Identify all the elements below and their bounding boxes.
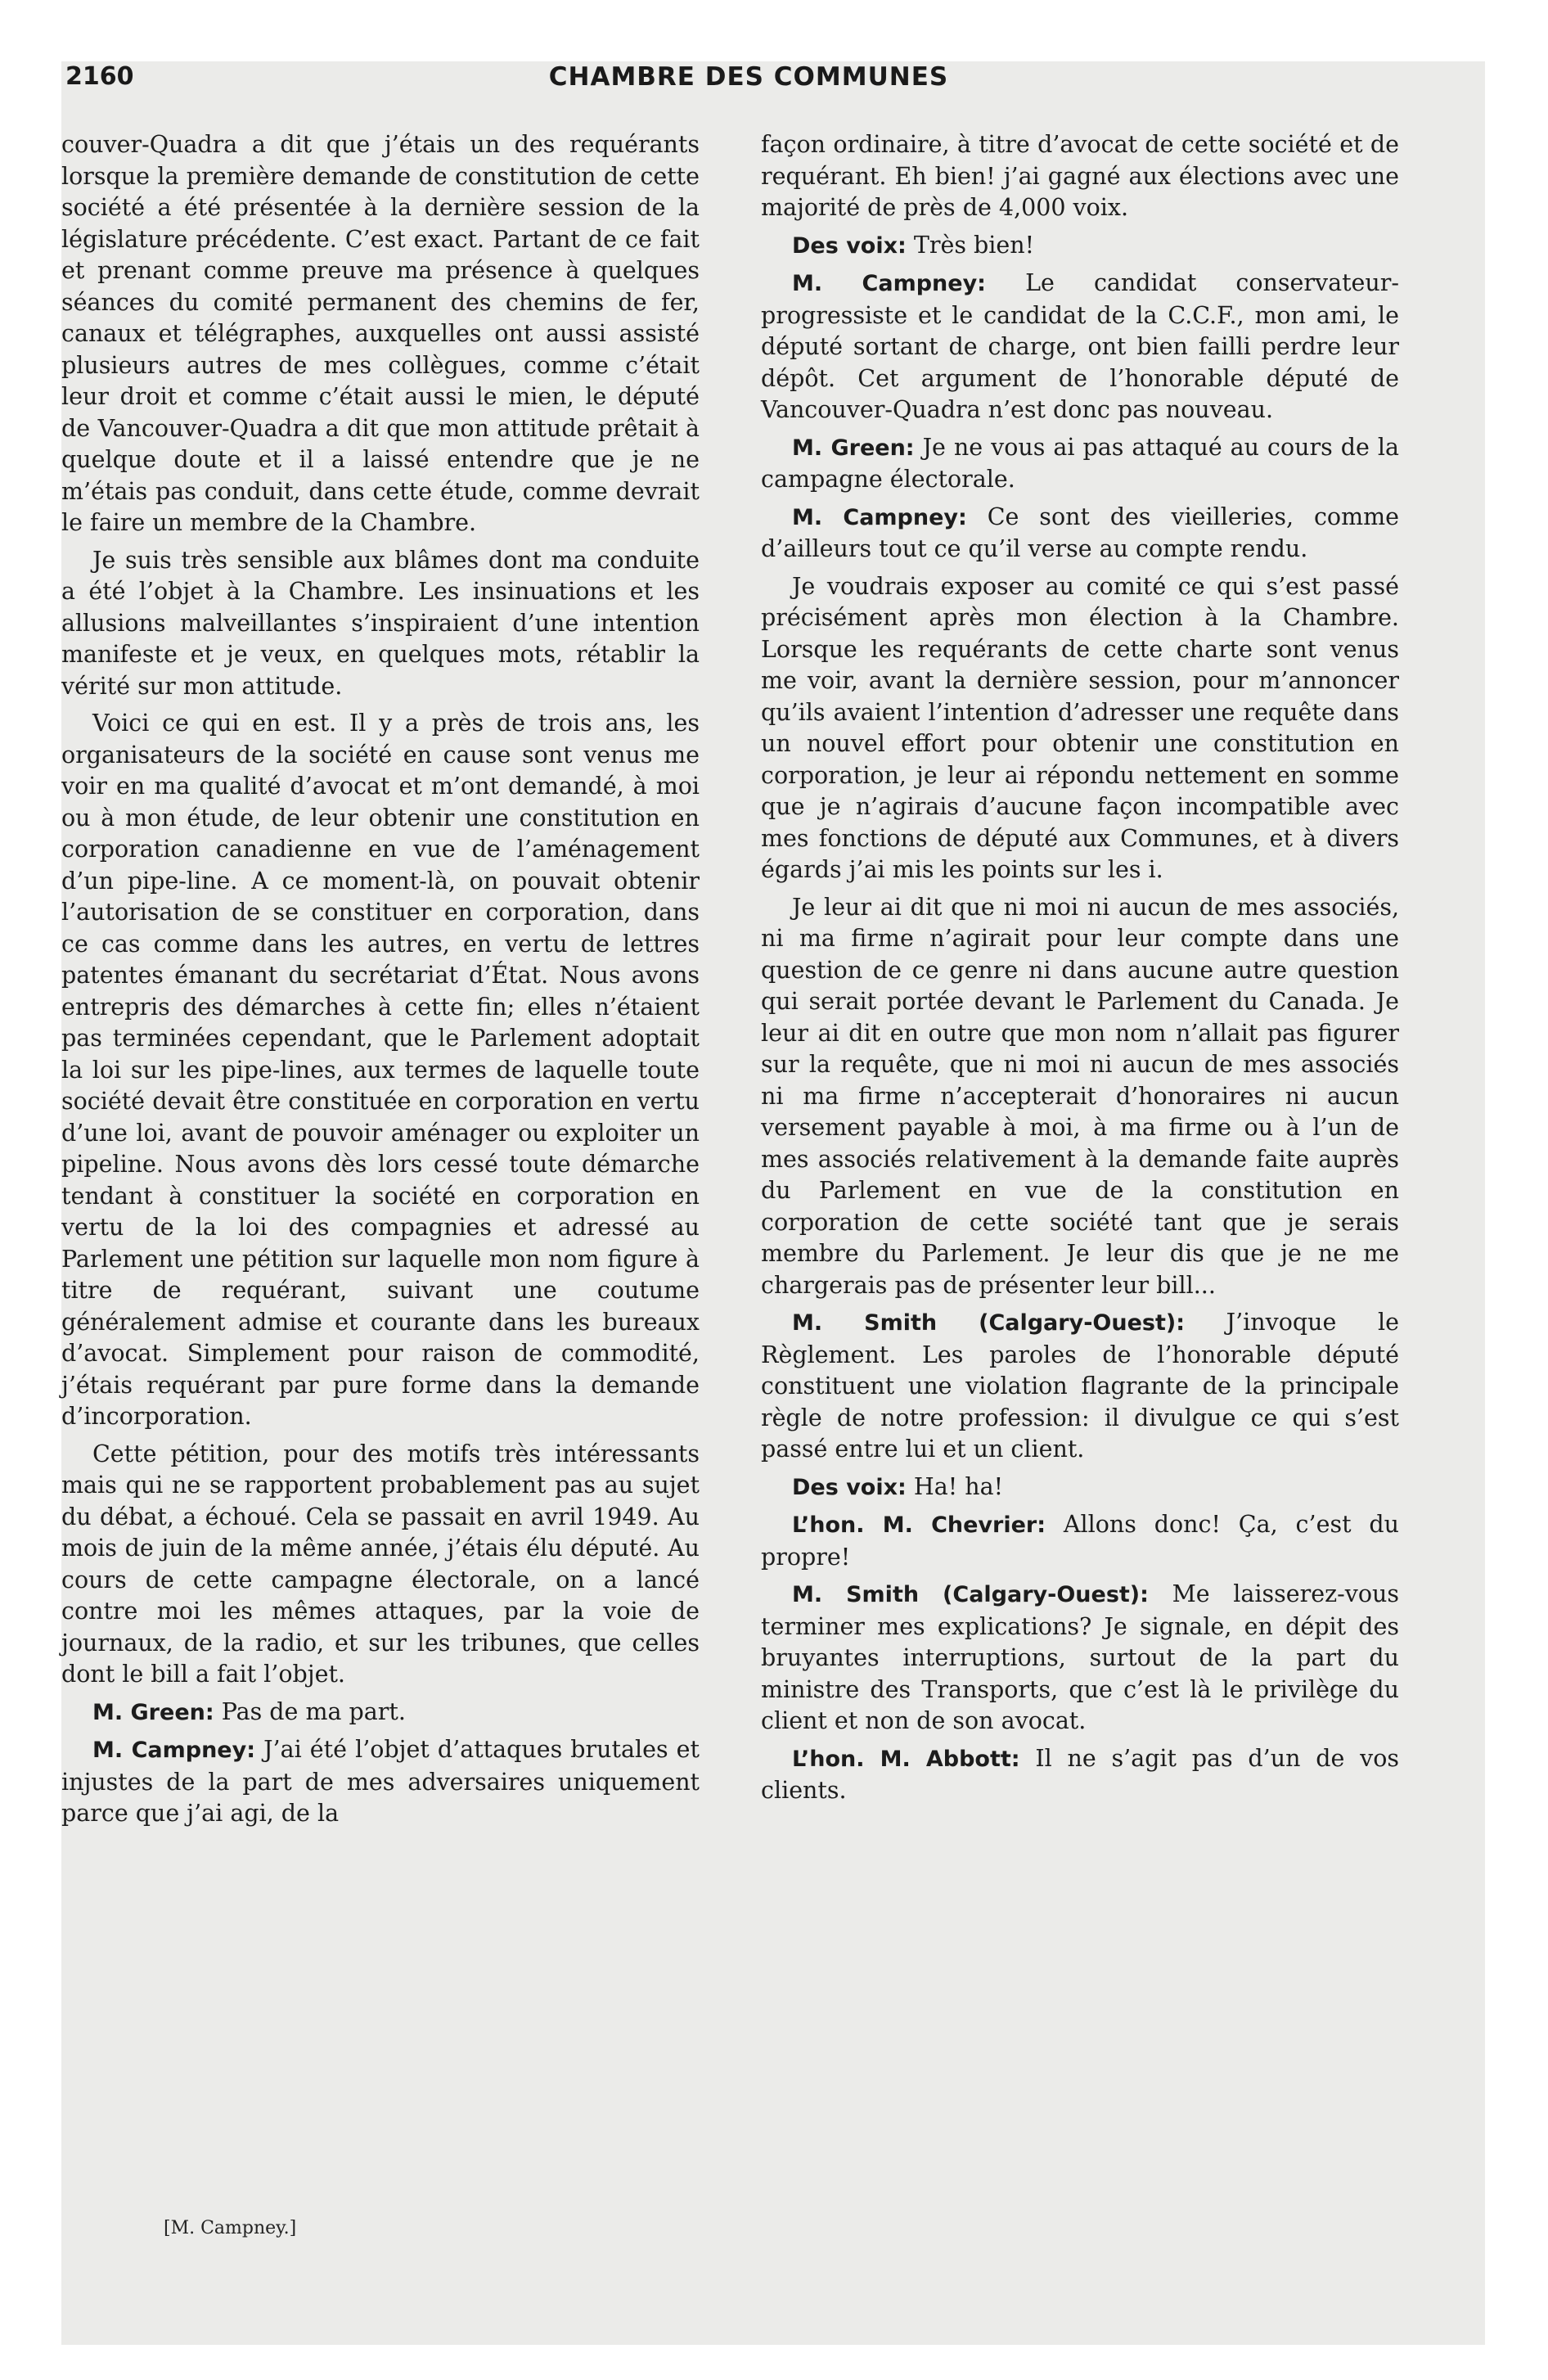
- speech-text: Pas de ma part.: [214, 1697, 406, 1725]
- text-paragraph: Voici ce qui en est. Il y a près de trois ans, les organisateurs de la société en cause sont venus me voir en ma qualité d’avocat et m’ont demandé, à moi ou à mon étude, de leur obtenir une constitution en corporation canadienne en vue de l’aménagement d’un pipe-line. A ce moment-là, on pouvait obtenir l’autorisation de se constituer en corporation, dans ce cas comme dans les autres, en vertu de lettres patentes émanant du secrétariat d’État. Nous avons entrepris des démarches à cette fin; elles n’étaient pas terminées cependant, que le Parlement adoptait la loi sur les pipe-lines, aux termes de laquelle toute société devait être constituée en corporation en vertu d’une loi, avant de pouvoir aménager ou exploiter un pipeline. Nous avons dès lors cessé toute démarche tendant à constituer la société en corporation en vertu de la loi des compagnies et adressé au Parlement une pétition sur laquelle mon nom figure à titre de requérant, suivant une coutume généralement admise et courante dans les bureaux d’avocat. Simplement pour raison de commodité, j’étais requérant par pure forme dans la demande d’incorporation.: [61, 710, 700, 1430]
- speech-text: Me laisserez-vous terminer mes explications? Je signale, en dépit des bruyantes interruptions, surtout de la part du ministre des Transports, que c’est là le privilège du client et non de son avocat.: [761, 1580, 1399, 1734]
- text-paragraph: couver-Quadra a dit que j’étais un des requérants lorsque la première demande de constitution de cette société a été présentée à la dernière session de la législature précédente. C’est exact. Partant de ce fait et prenant comme preuve ma présence à quelques séances du comité permanent des chemins de fer, canaux et télégraphes, auxquelles ont aussi assisté plusieurs autres de mes collègues, comme c’était leur droit et comme c’était aussi le mien, le député de Vancouver-Quadra a dit que mon attitude prêtait à quelque doute et il a laissé entendre que je ne m’étais pas conduit, dans cette étude, comme devrait le faire un membre de la Chambre.: [61, 131, 700, 536]
- speaker-reference-footer: [M. Campney.]: [164, 2218, 297, 2238]
- text-paragraph: façon ordinaire, à titre d’avocat de cette société et de requérant. Eh bien! j’ai gagné aux élections avec une majorité de près de 4,000 voix.: [761, 131, 1399, 221]
- speech-text: Très bien!: [906, 231, 1035, 259]
- speech-text: J’invoque le Règlement. Les paroles de l’honorable député constituent une violation flagrante de la principale règle de notre profession: il divulgue ce qui s’est passé entre lui et un client.: [761, 1309, 1399, 1463]
- text-paragraph: Je voudrais exposer au comité ce qui s’est passé précisément après mon élection à la Chambre. Lorsque les requérants de cette charte sont venus me voir, avant la dernière session, pour m’annoncer qu’ils avaient l’intention d’adresser une requête dans un nouvel effort pour obtenir une constitution en corporation, je leur ai répondu nettement en somme que je n’agirais d’aucune façon incompatible avec mes fonctions de député aux Communes, et à divers égards j’ai mis les points sur les i.: [761, 572, 1399, 883]
- speech-paragraph: [61, 1697, 700, 1729]
- speech-paragraph: [761, 1579, 1399, 1738]
- speech-paragraph: [761, 268, 1399, 426]
- speech-text: Il ne s’agit pas d’un de vos clients.: [761, 1744, 1399, 1804]
- speaker-name: M. Campney:: [792, 504, 967, 530]
- speech-paragraph: [761, 1743, 1399, 1807]
- page-number: 2160: [65, 62, 134, 91]
- page-header: [65, 62, 1432, 103]
- speech-paragraph: [761, 1509, 1399, 1573]
- right-column: [761, 129, 1399, 1813]
- speech-text: Allons donc! Ça, c’est du propre!: [761, 1511, 1400, 1571]
- speech-paragraph: [761, 502, 1399, 566]
- speech-text: Ce sont des vieilleries, comme d’ailleurs tout ce qu’il verse au compte rendu.: [761, 503, 1400, 562]
- speech-paragraph: [761, 1307, 1399, 1466]
- text-paragraph: Je suis très sensible aux blâmes dont ma conduite a été l’objet à la Chambre. Les insinuations et les allusions malveillantes s’inspiraient d’une intention manifeste et je veux, en quelques mots, rétablir la vérité sur mon attitude.: [61, 546, 700, 700]
- speaker-name: M. Smith (Calgary-Ouest):: [792, 1582, 1149, 1607]
- speech-text: Je ne vous ai pas attaqué au cours de la campagne électorale.: [761, 433, 1399, 493]
- speech-paragraph: [761, 432, 1399, 496]
- speaker-name: L’hon. M. Chevrier:: [792, 1512, 1046, 1538]
- running-head: CHAMBRE DES COMMUNES: [548, 62, 949, 92]
- speech-text: J’ai été l’objet d’attaques brutales et injustes de la part de mes adversaires uniquement parce que j’ai agi, de la: [61, 1736, 700, 1827]
- speaker-name: M. Green:: [92, 1699, 214, 1725]
- text-paragraph: Je leur ai dit que ni moi ni aucun de mes associés, ni ma firme n’agirait pour leur compte dans une question de ce genre ni dans aucune autre question qui serait portée devant le Parlement du Canada. Je leur ai dit en outre que mon nom n’allait pas figurer sur la requête, que ni moi ni aucun de mes associés ni ma firme n’accepterait d’honoraires ni aucun versement payable à moi, à ma firme ou à l’un de mes associés relativement à la demande faite auprès du Parlement en vue de la constitution en corporation de cette société tant que je serais membre du Parlement. Je leur dis que je ne me chargerais pas de présenter leur bill...: [761, 893, 1399, 1299]
- speaker-name: M. Campney:: [92, 1738, 255, 1763]
- left-column: [61, 129, 700, 1836]
- speech-paragraph: [761, 230, 1399, 263]
- speaker-name: M. Smith (Calgary-Ouest):: [792, 1310, 1185, 1336]
- speaker-name: M. Green:: [792, 435, 915, 461]
- speech-text: Le candidat conservateur-progressiste et le candidat de la C.C.F., mon ami, le député sortant de charge, ont bien failli perdre leur dépôt. Cet argument de l’honorable député de Vancouver-Quadra n’est donc pas nouveau.: [761, 269, 1400, 423]
- speech-text: Ha! ha!: [906, 1472, 1004, 1500]
- speech-paragraph: [61, 1734, 700, 1830]
- speaker-name: L’hon. M. Abbott:: [792, 1746, 1020, 1772]
- text-paragraph: Cette pétition, pour des motifs très intéressants mais qui ne se rapportent probablement pas au sujet du débat, a échoué. Cela se passait en avril 1949. Au mois de juin de la même année, j’étais élu député. Au cours de cette campagne électorale, on a lancé contre moi les mêmes attaques, par la voie de journaux, de la radio, et sur les tribunes, que celles dont le bill a fait l’objet.: [61, 1440, 700, 1688]
- speaker-name: Des voix:: [792, 1474, 907, 1500]
- speaker-name: M. Campney:: [792, 271, 986, 296]
- speaker-name: Des voix:: [792, 232, 907, 259]
- speech-paragraph: [761, 1472, 1399, 1504]
